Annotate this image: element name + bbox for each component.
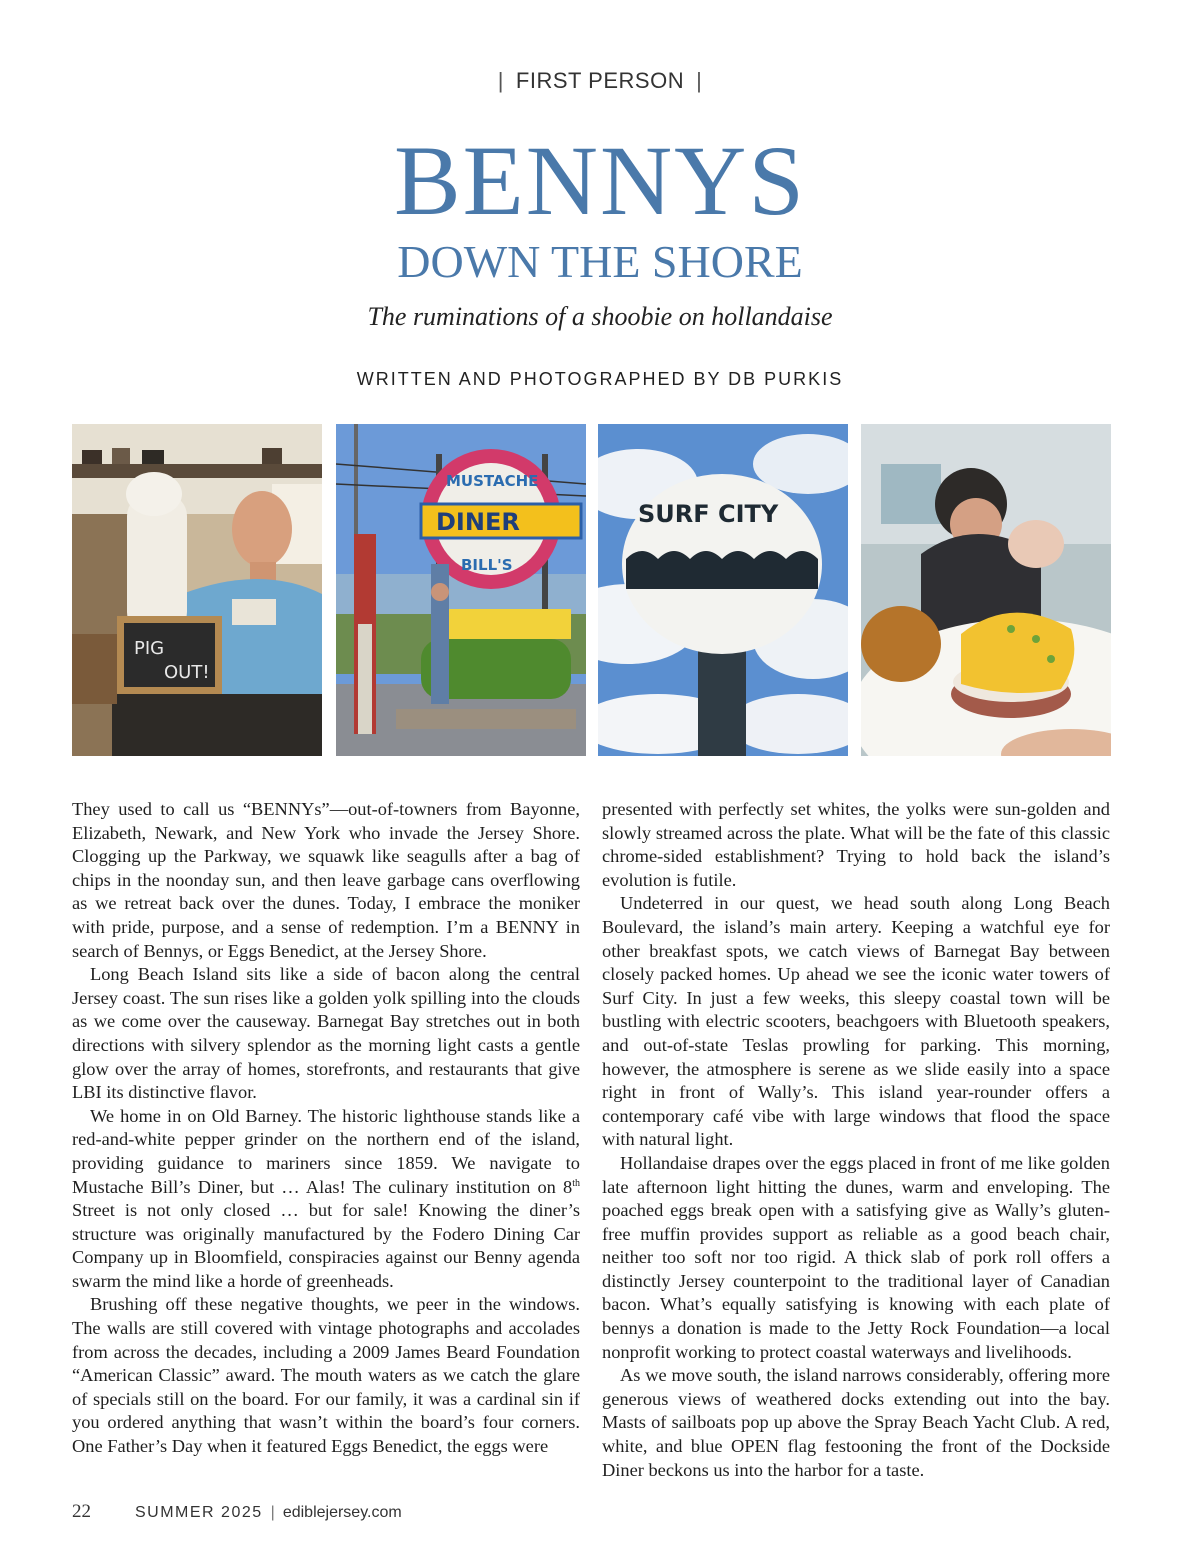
- paragraph-text: We home in on Old Barney. The historic lighthouse stands like a red-and-white pepper grinder on the northern end of the island, providing guidance to mariners since 1859. We navigate to Mustache Bill’s Diner, but … Alas! The culinary institution on 8: [72, 1105, 580, 1197]
- sign-text-bills: BILL'S: [461, 556, 513, 574]
- sign-text-mustache: MUSTACHE: [446, 472, 539, 490]
- photo-man-with-pig-statue: [72, 424, 322, 756]
- paragraph: Hollandaise drapes over the eggs placed in front of me like golden late afternoon light hitting the dunes, warm and enveloping. The poached eggs break open with a satisfying give as Wally’s gluten-free muffin provides support as reliable as a good beach chair, neither too soft nor too rigid. A thick slab of pork roll offers a distinctly Jersey counterpoint to the traditional layer of Canadian bacon. What’s equally satisfying is knowing with each plate of bennys a donation is made to the Jetty Rock Foundation—a local nonprofit working to protect coastal waterways and livelihoods.: [602, 1152, 1110, 1362]
- paragraph: Undeterred in our quest, we head south along Long Beach Boulevard, the island’s main artery. Keeping a watchful eye for other breakfast spots, we catch views of Barnegat Bay between closely packed homes. Up ahead we see the iconic water towers of Surf City. In just a few weeks, this sleepy coastal town will be bustling with electric scooters, beachgoers with Bluetooth speakers, and out-of-state Teslas prowling for parking. This morning, however, the atmosphere is serene as we slide easily into a space right in front of Wally’s. This island year-rounder offers a contemporary café vibe with large windows that flood the space with natural light.: [602, 893, 1110, 1150]
- paragraph-text: Street is not only closed … but for sale! Knowing the diner’s structure was originally manufactured by the Fodero Dining Car Company up in Bloomfield, conspiracies against our Benny agenda swarm the mind like a horde of greenheads.: [72, 1200, 580, 1291]
- section-label: [0, 68, 1200, 94]
- paragraph: [72, 1105, 580, 1294]
- article-title: BENNYS: [393, 125, 807, 236]
- article-column-left: [72, 798, 580, 1459]
- photo-eggs-benedict: [861, 424, 1111, 756]
- paragraph: As we move south, the island narrows considerably, offering more generous views of weathered docks extending out into the bay. Masts of sailboats pop up above the Spray Beach Yacht Club. A red, white, and blue OPEN flag festooning the front of the Dockside Diner beckons us into the harbor for a taste.: [602, 1365, 1110, 1480]
- divider: |: [696, 68, 703, 93]
- article-subtitle: DOWN THE SHORE: [397, 236, 803, 287]
- page-footer: [72, 1501, 402, 1523]
- page-number: 22: [72, 1501, 91, 1522]
- divider: |: [497, 68, 504, 93]
- divider: |: [270, 1504, 275, 1521]
- article-column-right: [602, 798, 1110, 1482]
- website-link[interactable]: ediblejersey.com: [282, 1504, 402, 1521]
- ordinal-suffix: th: [572, 1177, 580, 1189]
- photo-diner-sign: [336, 424, 586, 756]
- paragraph: presented with perfectly set whites, the yolks were sun-golden and slowly streamed across the plate. What will be the fate of this classic chrome-sided establishment? Trying to hold back the island’s evolution is futile.: [602, 799, 1110, 890]
- chalkboard-text-pig: PIG: [134, 638, 165, 659]
- tower-text-surf-city: SURF CITY: [638, 500, 779, 528]
- section-name: FIRST PERSON: [515, 68, 685, 93]
- paragraph: Brushing off these negative thoughts, we peer in the windows. The walls are still covered with vintage photographs and accolades from across the decades, including a 2009 James Beard Foundation “American Classic” award. The mouth waters as we catch the glare of specials still on the board. For our family, it was a cardinal sin if you ordered anything that wasn’t within the board’s four corners. One Father’s Day when it featured Eggs Benedict, the eggs were: [72, 1294, 580, 1457]
- photo-water-tower: [598, 424, 848, 756]
- byline: WRITTEN AND PHOTOGRAPHED BY DB PURKIS: [356, 369, 844, 389]
- paragraph: They used to call us “BENNYs”—out-of-towners from Bayonne, Elizabeth, Newark, and New York who invade the Jersey Shore. Clogging up the Parkway, we squawk like seagulls after a bag of chips in the noonday sun, and then leave garbage cans overflowing as we retreat back over the dunes. Today, I embrace the moniker with pride, purpose, and a sense of redemption. I’m a BENNY in search of Bennys, or Eggs Benedict, at the Jersey Shore.: [72, 799, 580, 961]
- sign-text-diner: DINER: [436, 508, 520, 536]
- paragraph: Long Beach Island sits like a side of bacon along the central Jersey coast. The sun rises like a golden yolk spilling into the clouds as we come over the causeway. Barnegat Bay stretches out in both directions with silvery splendor as the morning light casts a gentle glow over the array of homes, storefronts, and restaurants that give LBI its distinctive flavor.: [72, 964, 580, 1103]
- chalkboard-text-out: OUT!: [164, 662, 210, 683]
- article-tagline: The ruminations of a shoobie on hollandaise: [367, 302, 833, 331]
- issue-label: SUMMER 2025: [135, 1504, 263, 1521]
